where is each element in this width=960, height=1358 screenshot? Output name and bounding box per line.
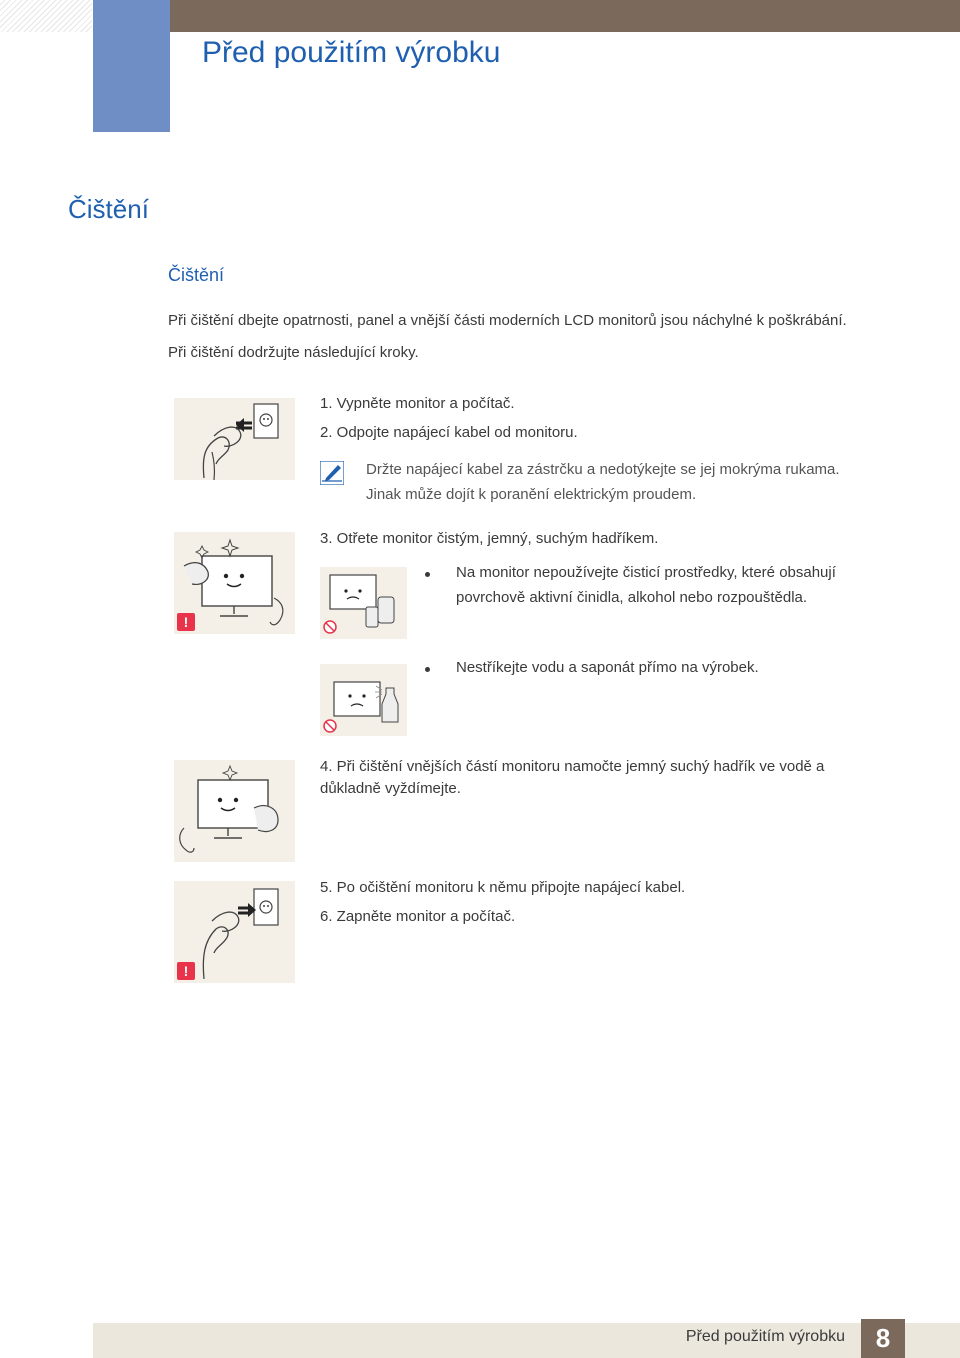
step-3: 3. Otřete monitor čistým, jemný, suchým hadříkem.	[320, 530, 659, 547]
step-4-line-1: 4. Při čištění vnějších částí monitoru namočte jemný suchý hadřík ve vodě a	[320, 758, 825, 775]
step-5: 5. Po očištění monitoru k němu připojte napájecí kabel.	[320, 879, 686, 896]
bullet-2: Nestříkejte vodu a saponát přímo na výrobek.	[456, 659, 759, 676]
exclamation-icon: !	[177, 613, 195, 631]
header-tab	[93, 0, 170, 132]
step-4-line-2: důkladně vyždímejte.	[320, 780, 461, 797]
damp-cloth-drawing	[174, 760, 295, 862]
unplug-drawing	[174, 398, 295, 480]
header-hatch-pattern	[0, 0, 92, 32]
page-number: 8	[861, 1319, 905, 1358]
step-2: 2. Odpojte napájecí kabel od monitoru.	[320, 424, 578, 441]
no-chemicals-drawing	[320, 567, 407, 639]
bullet-dot	[425, 667, 430, 672]
step-6: 6. Zapněte monitor a počítač.	[320, 908, 516, 925]
intro-paragraph-2: Při čištění dodržujte následující kroky.	[168, 344, 419, 361]
no-spray-drawing	[320, 664, 407, 736]
no-spray-illustration	[320, 664, 407, 736]
unplug-illustration	[174, 398, 295, 480]
no-chemicals-illustration	[320, 567, 407, 639]
section-heading: Čištění	[68, 194, 149, 224]
bullet-1-line-1: Na monitor nepoužívejte čisticí prostředky, které obsahují	[456, 564, 836, 581]
page-title: Před použitím výrobku	[202, 36, 501, 69]
sub-heading: Čištění	[168, 265, 225, 285]
damp-cloth-illustration	[174, 760, 295, 862]
bullet-1-line-2: povrchově aktivní činidla, alkohol nebo rozpouštědla.	[456, 589, 808, 606]
exclamation-icon: !	[177, 962, 195, 980]
note-pencil-icon	[320, 461, 344, 485]
footer-chapter-title: Před použitím výrobku	[685, 1328, 845, 1345]
step-1: 1. Vypněte monitor a počítač.	[320, 395, 515, 412]
intro-paragraph-1: Při čištění dbejte opatrnosti, panel a vnější části moderních LCD monitorů jsou náchylné k poškrábání.	[168, 312, 847, 329]
note-line-1: Držte napájecí kabel za zástrčku a nedotýkejte se jej mokrýma rukama.	[366, 461, 840, 478]
header-bar	[170, 0, 960, 32]
bullet-dot	[425, 572, 430, 577]
note-line-2: Jinak může dojít k poranění elektrickým proudem.	[366, 486, 697, 503]
